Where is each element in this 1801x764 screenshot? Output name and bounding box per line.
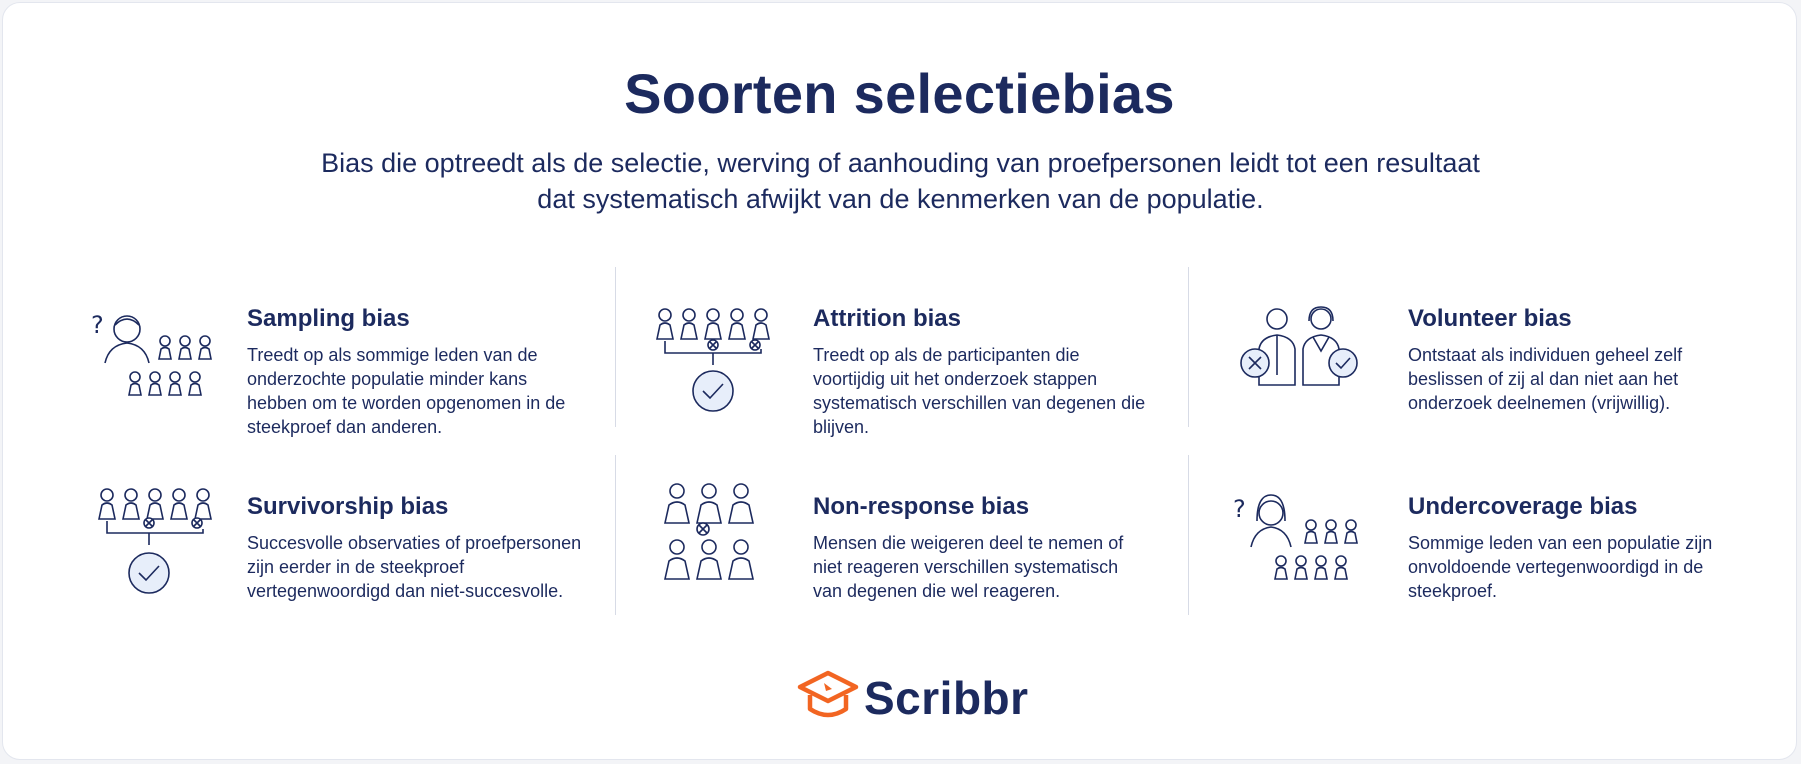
dropout-check-icon bbox=[651, 305, 771, 422]
survivor-check-icon bbox=[95, 487, 215, 602]
bias-title: Sampling bias bbox=[247, 305, 410, 332]
volunteer-choice-icon bbox=[1239, 305, 1359, 400]
svg-text:?: ? bbox=[1233, 495, 1246, 523]
svg-text:?: ? bbox=[91, 311, 104, 339]
column-divider bbox=[615, 455, 616, 615]
bias-title: Attrition bias bbox=[813, 305, 961, 332]
bias-description: Mensen die weigeren deel te nemen of niet reageren verschillen systematisch van degenen die wel reageren. bbox=[813, 533, 1124, 601]
bias-title: Survivorship bias bbox=[247, 493, 449, 520]
bias-description: Treedt op als sommige leden van de onderzochte populatie minder kans hebben om te worden opgenomen in de steekproef dan anderen. bbox=[247, 345, 566, 437]
bias-description: Sommige leden van een populatie zijn onvoldoende vertegenwoordigd in de steekproef. bbox=[1408, 533, 1713, 601]
undercoverage-population-icon bbox=[1231, 491, 1361, 592]
page-title: Soorten selectiebias bbox=[624, 62, 1175, 125]
scribbr-logo bbox=[796, 667, 1036, 727]
bias-description: Treedt op als de participanten die voortijdig uit het onderzoek stappen systematisch verschillen van degenen die blijven. bbox=[813, 345, 1146, 437]
column-divider bbox=[1188, 455, 1189, 615]
logo-wordmark: Scribbr bbox=[864, 672, 1029, 724]
column-divider bbox=[615, 267, 616, 427]
bias-description: Succesvolle observaties of proefpersonen zijn eerder in de steekproef vertegenwoordigd dan niet-succesvolle. bbox=[247, 533, 582, 601]
bias-description: Ontstaat als individuen geheel zelf beslissen of zij al dan niet aan het onderzoek deelnemen (vrijwillig). bbox=[1408, 345, 1683, 413]
bias-title: Volunteer bias bbox=[1408, 305, 1572, 332]
bias-title: Non-response bias bbox=[813, 493, 1030, 520]
column-divider bbox=[1188, 267, 1189, 427]
infographic-card bbox=[2, 2, 1797, 760]
researcher-question-population-icon bbox=[89, 305, 219, 410]
bias-title: Undercoverage bias bbox=[1408, 493, 1638, 520]
non-response-group-icon bbox=[663, 481, 757, 596]
page-subtitle: Bias die optreedt als de selectie, werving of aanhouding van proefpersonen leidt tot een resultaat dat systematisch afwijkt van de kenmerken van de populatie. bbox=[321, 148, 1480, 214]
graduation-cap-icon bbox=[796, 667, 860, 723]
